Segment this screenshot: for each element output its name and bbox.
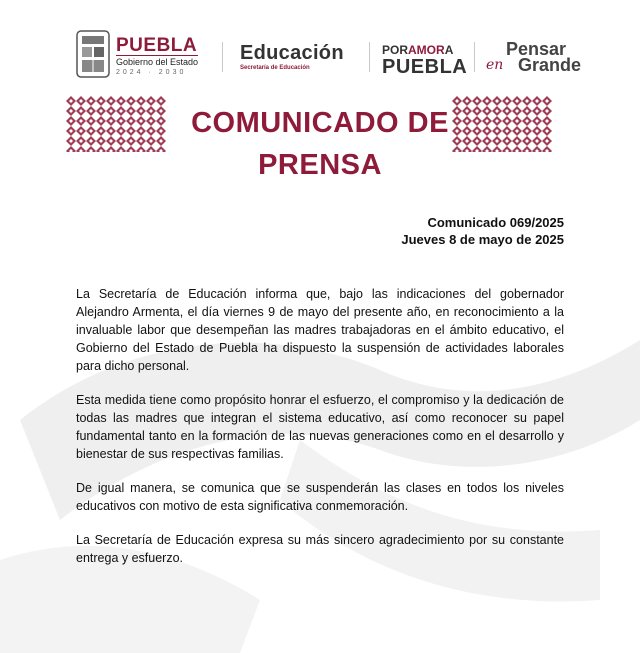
body-paragraph: Esta medida tiene como propósito honrar el esfuerzo, el compromiso y la dedicación de todas las madres que integran el sistema educativo, así como reconocer su papel fundamental tanto en la formación de las nuevas generaciones como en el desarrollo y bienestar de sus respectivas familias.	[76, 393, 564, 461]
puebla-logo-years: 2024 · 2030	[116, 69, 187, 76]
puebla-logo	[116, 36, 198, 77]
pensar-en-grande-logo	[486, 40, 586, 74]
communique-date: Jueves 8 de mayo de 2025	[401, 232, 564, 247]
educacion-logo	[240, 42, 344, 72]
communique-body	[76, 285, 564, 583]
pensar-logo-word2: en	[486, 57, 504, 73]
educacion-logo-name: Educación	[240, 42, 344, 64]
puebla-crest-icon	[76, 30, 110, 78]
page-title-line1: COMUNICADO DE	[191, 107, 449, 139]
page-title-line2: PRENSA	[258, 149, 382, 181]
divider	[474, 42, 475, 72]
divider	[222, 42, 223, 72]
pensar-logo-word1: Pensar	[506, 39, 567, 59]
communique-number: Comunicado 069/2025	[427, 215, 564, 230]
body-paragraph: La Secretaría de Educación expresa su más sincero agradecimiento por su constante entrega y esfuerzo.	[76, 533, 564, 565]
communique-meta	[401, 214, 564, 248]
amor-logo-highlight: AMOR	[408, 43, 445, 57]
por-amor-a-puebla-logo	[382, 44, 467, 77]
page-title	[160, 102, 480, 186]
header	[0, 0, 640, 90]
body-paragraph: De igual manera, se comunica que se suspenderán las clases en todos los niveles educativos con motivo de esta significativa conmemoración.	[76, 481, 564, 513]
amor-logo-name: PUEBLA	[382, 56, 468, 78]
decorative-pattern-left	[66, 96, 166, 152]
educacion-logo-subtitle: Secretaría de Educación	[240, 65, 310, 71]
divider	[369, 42, 370, 72]
puebla-logo-subtitle: Gobierno del Estado	[116, 57, 199, 67]
amor-logo-prefix: POR	[382, 43, 409, 57]
puebla-logo-name: PUEBLA	[116, 35, 198, 56]
pensar-logo-word3: Grande	[518, 55, 582, 75]
amor-logo-connector: A	[444, 43, 454, 57]
body-paragraph: La Secretaría de Educación informa que, bajo las indicaciones del gobernador Alejandro Armenta, el día viernes 9 de mayo del presente año, en reconocimiento a la invaluable labor que desempeñan las madres trabajadoras en el ámbito educativo, el Gobierno del Estado de Puebla ha dispuesto la suspensión de actividades laborales para dicho personal.	[76, 287, 564, 373]
